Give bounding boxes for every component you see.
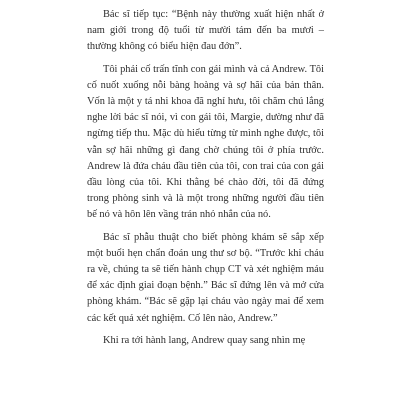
paragraph-hallway: Khi ra tới hành lang, Andrew quay sang nhìn mẹ — [103, 334, 306, 346]
paragraph-surgeon-appointment: Bác sĩ phẫu thuật cho biết phòng khám sẽ sắp xếp một buổi hẹn chẩn đoán ung thư sơ bộ. “Trước khi cháu ra về, chúng ta sẽ tiến hành chụp CT và xét nghiệm máu để xác định giai đoạn bệnh.” Bác sĩ đứng lên và mở cửa phòng khám. “Bác sẽ gặp lại cháu vào ngày mai để xem các kết quả xét nghiệm. Cố lên nào, Andrew.” — [87, 231, 324, 324]
body-text — [87, 7, 324, 349]
paragraph-grandmother-reflection: Tôi phải cố trấn tĩnh con gái mình và cả Andrew. Tôi cố nuốt xuống nỗi bàng hoàng và sợ hãi của bản thân. Vốn là một y tá nhi khoa đã nghỉ hưu, tôi chăm chú lắng nghe lời bác sĩ nói, vì con gái tôi, Margie, dường như đã ngừng tiếp thu. Mặc dù hiểu từng từ mình nghe được, tôi vẫn sợ hãi những gì đang chờ chúng tôi ở phía trước. Andrew là đứa cháu đầu tiên của tôi, con trai của con gái đầu lòng của tôi. Khi thằng bé chào đời, tôi đã đứng trong phòng sinh và là một trong những người đầu tiên bế nó và hôn lên vầng trán nhỏ nhắn của nó. — [87, 63, 324, 221]
paragraph-doctor-continues: Bác sĩ tiếp tục: “Bệnh này thường xuất hiện nhất ở nam giới trong độ tuổi từ mười tám đến ba mươi – thường không có biểu hiện đau đớn”. — [87, 9, 324, 53]
